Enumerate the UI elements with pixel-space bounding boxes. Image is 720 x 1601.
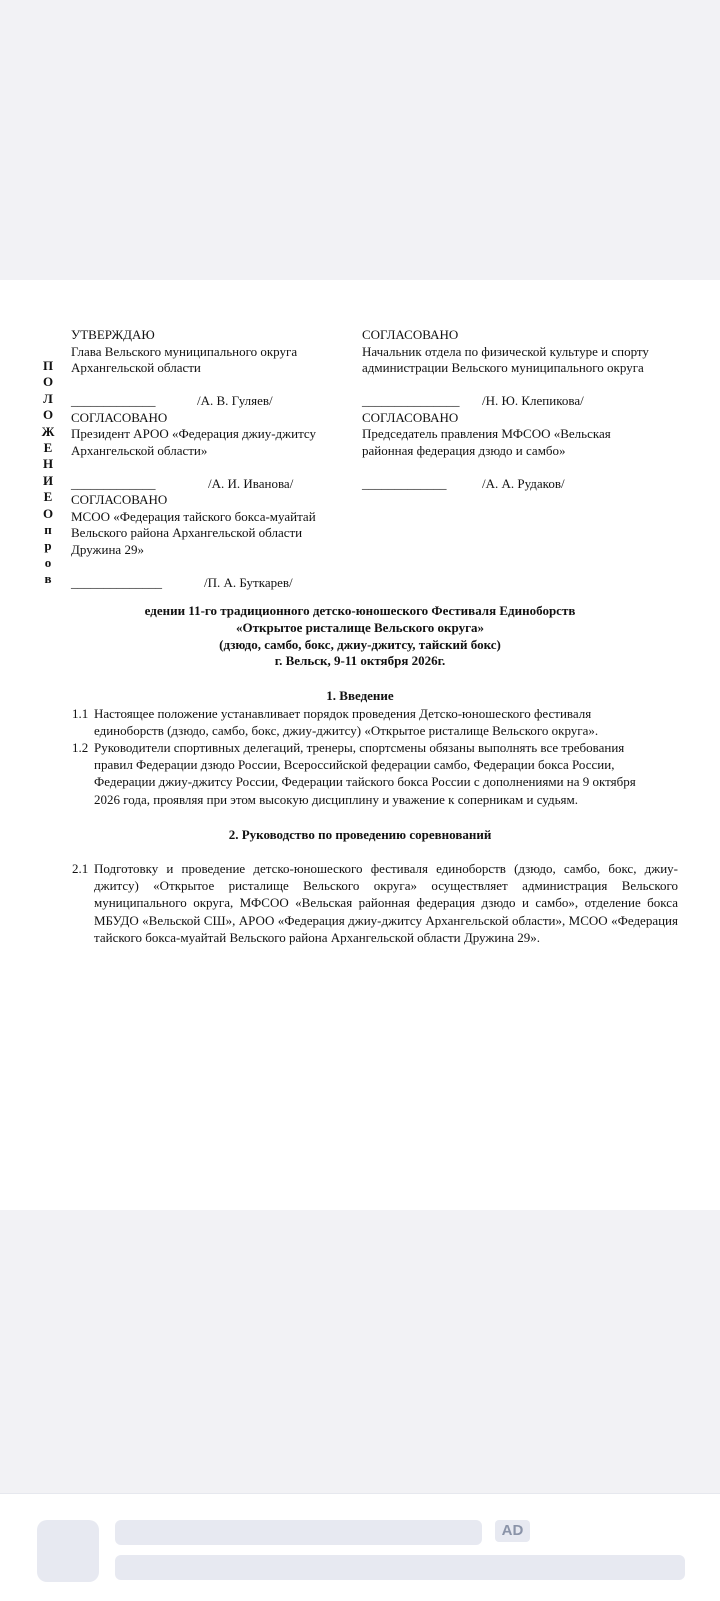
vertical-title: П О Л О Ж Е Н И Е О п р о в [41, 358, 55, 587]
approvals-right-column [362, 327, 692, 492]
signature-row [362, 476, 692, 493]
approval-line: администрации Вельского муниципального округа [362, 360, 644, 375]
item-number: 1.1 [72, 706, 89, 721]
approval-line: Архангельской области [71, 360, 201, 375]
approval-heading: СОГЛАСОВАНО [362, 327, 459, 342]
list-item: 2.1 Подготовку и проведение детско-юношеского фестиваля единоборств (дзюдо, самбо, бокс, джиу-джитсу) «Открытое ристалище Вельского округа» осуществляет администрация Вельского муниципального округа, МФСОО «Вельская районная федерация дзюдо и самбо», отделение бокса МБУДО «Вельской СШ», АРОО «Федерация джиу-джитсу Архангельской области», МСОО «Федерация тайского бокса-муайтай Вельского района Архангельской области Дружина 29». [72, 861, 678, 945]
approval-line: Председатель правления МФСОО «Вельская [362, 426, 611, 441]
approval-heading: УТВЕРЖДАЮ [71, 327, 155, 342]
approvals-left-column [71, 327, 351, 591]
ad-text-placeholder [115, 1555, 685, 1580]
list-item: 1.1 Настоящее положение устанавливает порядок проведения Детско-юношеского фестиваля единоборств (дзюдо, самбо, бокс, джиу-джитсу) «Открытое ристалище Вельского округа». [72, 706, 599, 739]
section-title: 2. Руководство по проведению соревнований [228, 827, 492, 842]
approval-line: Архангельской области» [71, 442, 208, 458]
approval-line: Вельского района Архангельской области [71, 525, 303, 540]
signature-line: _____________ [71, 475, 156, 491]
approval-line: МСОО «Федерация тайского бокса-муайтай [71, 508, 316, 524]
approval-heading: СОГЛАСОВАНО [362, 409, 459, 425]
signature-row [71, 393, 351, 410]
ad-thumbnail-placeholder [37, 1520, 99, 1582]
item-number: 1.2 [72, 740, 89, 755]
ad-badge: AD [495, 1520, 530, 1542]
approval-line: Дружина 29» [71, 541, 144, 557]
list-item: 1.2 Руководители спортивных делегаций, тренеры, спортсмены обязаны выполнять все требования правил Федерации дзюдо России, Всероссийской федерации самбо, Федерации бокса России, Федерации джиу-джитсу России, Федерации тайского бокса России с дополнениями на 9 октября 2026 года, проявляя при этом высокую дисциплину и уважение к соперникам и судьям. [72, 740, 636, 807]
signature-row [362, 393, 692, 410]
ad-title-placeholder [115, 1520, 482, 1545]
signature-row [71, 575, 351, 592]
approval-line: Глава Вельского муниципального округа [71, 343, 298, 359]
document-title: едении 11-го традиционного детско-юношеского Фестиваля Единоборств «Открытое ристалище Вельского округа» (дзюдо, самбо, бокс, джиу-джитсу, тайский бокс) г. Вельск, 9-11 октября 2026г. [144, 603, 576, 669]
approval-line: Президент АРОО «Федерация джиу-джитсу [71, 426, 317, 441]
approval-line: Начальник отдела по физической культуре и спорту [362, 343, 649, 359]
section-title: 1. Введение [326, 688, 394, 703]
signature-line: ______________ [71, 574, 162, 590]
signer-name: /А. А. Рудаков/ [482, 475, 565, 491]
signature-line: _____________ [71, 393, 156, 408]
ad-banner[interactable] [0, 1493, 720, 1601]
viewer-bottom-area [0, 1210, 720, 1493]
signature-row [71, 476, 351, 493]
viewer-top-area [0, 0, 720, 280]
item-number: 2.1 [72, 861, 89, 876]
signer-name: /Н. Ю. Клепикова/ [482, 393, 584, 408]
signer-name: /П. А. Буткарев/ [204, 574, 293, 590]
signer-name: /А. И. Иванова/ [208, 475, 294, 491]
signature-line: _____________ [362, 475, 447, 491]
approval-heading: СОГЛАСОВАНО [71, 409, 168, 425]
signature-line: _______________ [362, 393, 460, 408]
approval-heading: СОГЛАСОВАНО [71, 492, 168, 507]
document-page [0, 280, 720, 1210]
signer-name: /А. В. Гуляев/ [197, 393, 273, 408]
approval-line: районная федерация дзюдо и самбо» [362, 442, 566, 458]
